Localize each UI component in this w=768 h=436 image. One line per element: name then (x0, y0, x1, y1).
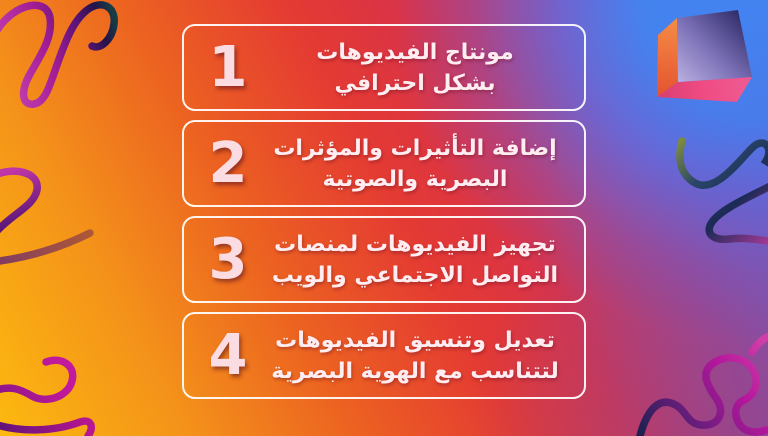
cube-faces (657, 10, 752, 102)
step-text (256, 229, 574, 291)
mid-left-arc-squiggle (0, 233, 90, 262)
right-paperclip-squiggle (680, 141, 768, 242)
bottom-left-hook-squiggle (0, 360, 73, 399)
top-left-wave-squiggle (0, 5, 114, 104)
bottom-right-s-squiggle (640, 334, 768, 436)
step-text-line2: البصرية والصوتية (322, 166, 508, 192)
step-number: 2 (208, 130, 248, 196)
step-text-line1: مونتاج الفيديوهات (316, 39, 514, 65)
step-text-line1: تعديل وتنسيق الفيديوهات (275, 327, 555, 353)
step-text-line1: تجهيز الفيديوهات لمنصات (274, 231, 556, 257)
step-number: 3 (208, 226, 248, 292)
step-text (256, 37, 574, 99)
step-text (256, 133, 574, 195)
step-text-line1: إضافة التأثيرات والمؤثرات (273, 135, 557, 161)
cube-bottom-face (657, 77, 752, 102)
step-text (256, 325, 574, 387)
bottom-left-wave-squiggle (0, 421, 91, 436)
step-card-1 (182, 24, 586, 111)
step-number: 1 (208, 34, 248, 100)
step-text-line2: التواصل الاجتماعي والويب (271, 262, 559, 288)
mid-left-loop-squiggle (0, 171, 37, 232)
cube-front-face (677, 10, 752, 82)
steps-list (182, 24, 586, 399)
step-card-2 (182, 120, 586, 207)
step-text-line2: بشكل احترافي (334, 70, 496, 96)
step-text-line2: لتتناسب مع الهوية البصرية (271, 358, 559, 384)
cube-left-face (657, 18, 678, 97)
step-card-4 (182, 312, 586, 399)
step-card-3 (182, 216, 586, 303)
step-number: 4 (208, 322, 248, 388)
